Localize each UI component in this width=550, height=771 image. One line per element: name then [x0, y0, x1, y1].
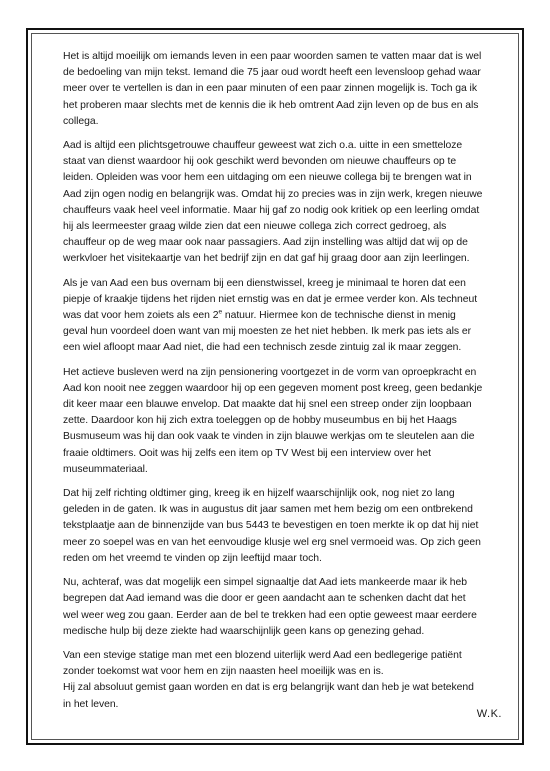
paragraph-techneut-text-a: Als je van Aad een bus overnam bij een dienstwissel, kreeg je minimaal te horen dat een piepje of kraakje tijdens het rijden niet ernstig was en dat je ermee verder kon. Als techneut was dat voor hem zoiets als een 2 [63, 277, 478, 322]
paragraph-techneut [63, 276, 483, 357]
paragraph-achteraf: Nu, achteraf, was dat mogelijk een simpel signaaltje dat Aad iets mankeerde maar ik heb begrepen dat Aad iemand was die door er geen aandacht aan te schenken dacht dat het wel weer weg zou gaan. Eerder aan de bel te trekken had een optie geweest maar eerdere medische hulp bij deze ziekte had waarschijnlijk geen kans op genezing gehad. [63, 577, 477, 637]
paragraph-techneut-text-b: natuur. Hiermee kon de technische dienst in menig geval hun voordeel doen want van mij moesten ze het niet hebben. Ik merk pas iets als er een wiel afloopt maar Aad niet, die had een technisch zesde zintuig zal ik maar zeggen. [63, 310, 471, 354]
paragraph-oldtimer: Dat hij zelf richting oldtimer ging, kreeg ik en hijzelf waarschijnlijk ook, nog niet zo lang geleden in de gaten. Ik was in augustus dit jaar samen met hem bezig om een ontbrekend tekstplaatje aan de binnenzijde van bus 5443 te bevestigen en toen merkte ik op dat hij niet meer zo soepel was en van het eenvoudige klusje wel erg snel vermoeid was. Op zich geen reden om het vreemd te vinden op zijn leeftijd maar toch. [63, 488, 481, 564]
paragraph-intro: Het is altijd moeilijk om iemands leven in een paar woorden samen te vatten maar dat is wel de bedoeling van mijn tekst. Iemand die 75 jaar oud wordt heeft een levensloop gehad waar meer over te vertellen is dan in een paar minuten of een paar zinnen mogelijk is. Toch ga ik het proberen maar slechts met de kennis die ik heb omtrent Aad zijn leven op de bus en als collega. [63, 51, 482, 127]
paragraph-gemist: Hij zal absoluut gemist gaan worden en dat is erg belangrijk want dan heb je wat betekend in het leven. [63, 682, 474, 710]
paragraph-pension: Het actieve busleven werd na zijn pensionering voortgezet in de vorm van oproepkracht en Aad kon nooit nee zeggen waardoor hij op een gegeven moment post kreeg, geen bedankje dit keer maar een blauwe envelop. Dat maakte dat hij snel een streep onder zijn loopbaan zette. Daardoor kon hij zich extra toeleggen op de hobby museumbus en bij het Haags Busmuseum was hij dan ook vaak te vinden in zijn blauwe werkjas om te sleutelen aan die fraaie oldtimers. Ooit was hij zelfs een item op TV West bij een interview over het museummateriaal. [63, 366, 483, 475]
paragraph-chauffeur: Aad is altijd een plichtsgetrouwe chauffeur geweest wat zich o.a. uitte in een smetteloze staat van dienst waardoor hij ook geschikt werd bevonden om nieuwe chauffeurs op te leiden. Opleiden was voor hem een uitdaging om een nieuwe collega bij te brengen wat in Aad zijn ogen nodig en belangrijk was. Omdat hij zo precies was in zijn werk, kregen nieuwe chauffeurs vaak heel veel informatie. Maar hij gaf zo nodig ook kritiek op een leerling omdat hij als leermeester graag wilde zien dat een nieuwe collega zich correct gedroeg, als chauffeur op de weg maar ook naar passagiers. Aad zijn instelling was altijd dat wij op de werkvloer het visitekaartje van het bedrijf zijn en dat gaf hij graag door aan zijn leerlingen. [63, 140, 483, 265]
superscript-e: e [218, 308, 223, 316]
paragraph-patient: Van een stevige statige man met een blozend uiterlijk werd Aad een bedlegerige patiënt zonder toekomst wat voor hem en zijn naasten heel moeilijk was en is. [63, 649, 462, 678]
signature-initials: W.K. [476, 708, 502, 720]
document-body [63, 49, 483, 721]
